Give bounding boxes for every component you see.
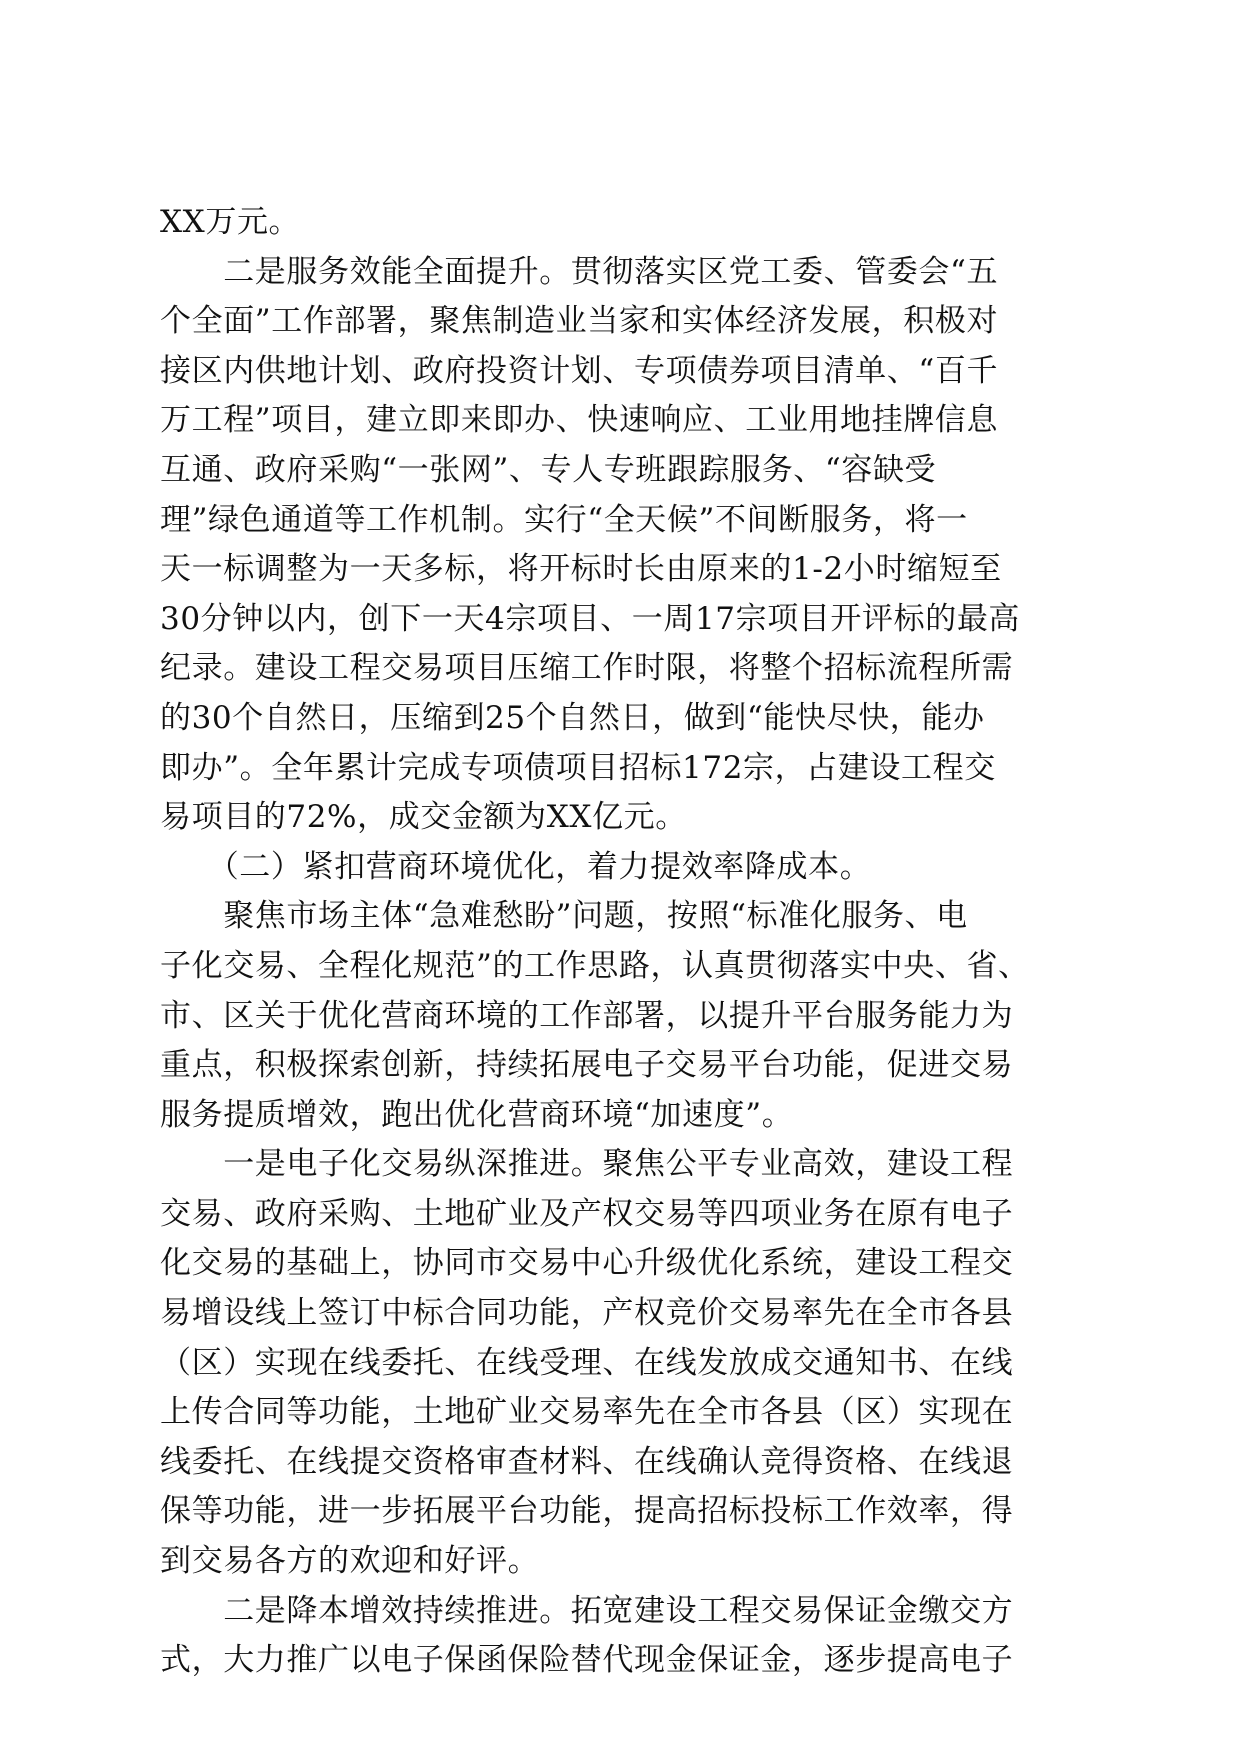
section-heading: （二）紧扣营商环境优化，着力提效率降成本。: [160, 848, 872, 885]
text-line: 到交易各方的欢迎和好评。: [160, 1543, 540, 1580]
text-line: 聚焦市场主体“急难愁盼”问题，按照“标准化服务、电: [160, 898, 968, 935]
text-line: 即办”。全年累计完成专项债项目招标172宗，占建设工程交: [160, 749, 996, 786]
text-line: 上传合同等功能，土地矿业交易率先在全市各县（区）实现在: [160, 1394, 1014, 1431]
text-line: 天一标调整为一天多标，将开标时长由原来的1-2小时缩短至: [160, 551, 1002, 588]
text-line: （区）实现在线委托、在线受理、在线发放成交通知书、在线: [160, 1344, 1014, 1381]
text-line: 交易、政府采购、土地矿业及产权交易等四项业务在原有电子: [160, 1195, 1014, 1232]
text-line: 易项目的72%，成交金额为XX亿元。: [160, 799, 687, 836]
text-line: 二是降本增效持续推进。拓宽建设工程交易保证金缴交方: [160, 1592, 1014, 1629]
text-line: 式，大力推广以电子保函保险替代现金保证金，逐步提高电子: [160, 1642, 1014, 1679]
document-body: [160, 198, 1090, 1686]
text-line: 二是服务效能全面提升。贯彻落实区党工委、管委会“五: [160, 253, 999, 290]
text-line: 互通、政府采购“一张网”、专人专班跟踪服务、“容缺受: [160, 451, 937, 488]
text-line: 一是电子化交易纵深推进。聚焦公平专业高效，建设工程: [160, 1146, 1014, 1183]
text-line: 个全面”工作部署，聚焦制造业当家和实体经济发展，积极对: [160, 303, 999, 340]
text-line: 30分钟以内，创下一天4宗项目、一周17宗项目开评标的最高: [160, 600, 1021, 637]
text-line: 子化交易、全程化规范”的工作思路，认真贯彻落实中央、省、: [160, 947, 1030, 984]
text-line: 服务提质增效，跑出优化营商环境“加速度”。: [160, 1096, 794, 1133]
text-line: 接区内供地计划、政府投资计划、专项债券项目清单、“百千: [160, 352, 999, 389]
text-line: 易增设线上签订中标合同功能，产权竞价交易率先在全市各县: [160, 1295, 1014, 1332]
text-line: 的30个自然日，压缩到25个自然日，做到“能快尽快，能办: [160, 699, 985, 736]
text-line: 纪录。建设工程交易项目压缩工作时限，将整个招标流程所需: [160, 650, 1014, 687]
text-line: 理”绿色通道等工作机制。实行“全天候”不间断服务，将一: [160, 501, 968, 538]
text-line: 保等功能，进一步拓展平台功能，提高招标投标工作效率，得: [160, 1493, 1014, 1530]
text-line: 重点，积极探索创新，持续拓展电子交易平台功能，促进交易: [160, 1047, 1014, 1084]
text-line: 市、区关于优化营商环境的工作部署，以提升平台服务能力为: [160, 997, 1014, 1034]
text-line: 万工程”项目，建立即来即办、快速响应、工业用地挂牌信息: [160, 402, 999, 439]
text-line: 线委托、在线提交资格审查材料、在线确认竞得资格、在线退: [160, 1443, 1014, 1480]
text-line: XX万元。: [160, 204, 301, 240]
text-line: 化交易的基础上，协同市交易中心升级优化系统，建设工程交: [160, 1245, 1014, 1282]
